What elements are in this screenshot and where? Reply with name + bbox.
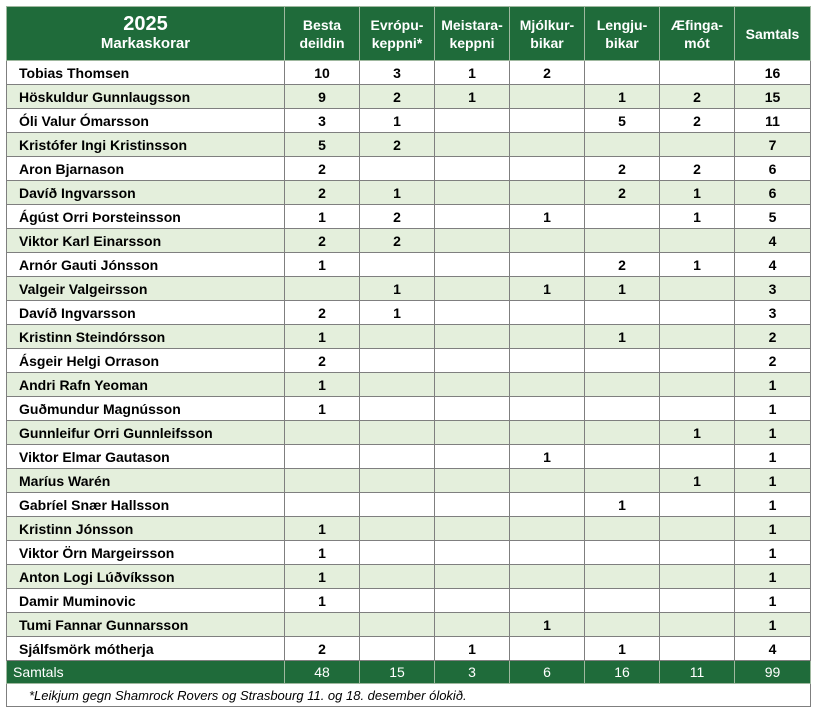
table-row bbox=[7, 517, 811, 541]
goal-cell bbox=[585, 445, 660, 469]
goal-cell bbox=[285, 421, 360, 445]
goal-cell: 2 bbox=[585, 157, 660, 181]
row-total-cell: 1 bbox=[735, 397, 811, 421]
col-label-line: Besta bbox=[302, 16, 342, 33]
goal-cell: 1 bbox=[585, 493, 660, 517]
table-row bbox=[7, 637, 811, 661]
goal-cell bbox=[585, 613, 660, 637]
goal-cell: 2 bbox=[360, 205, 435, 229]
player-name: Arnór Gauti Jónsson bbox=[7, 253, 285, 277]
goal-cell: 1 bbox=[285, 373, 360, 397]
row-total-cell: 1 bbox=[735, 517, 811, 541]
table-row bbox=[7, 61, 811, 85]
goal-cell bbox=[360, 253, 435, 277]
player-name: Maríus Warén bbox=[7, 469, 285, 493]
goal-cell bbox=[435, 157, 510, 181]
goal-cell bbox=[435, 565, 510, 589]
goal-cell bbox=[510, 85, 585, 109]
goal-cell bbox=[660, 61, 735, 85]
table-row bbox=[7, 157, 811, 181]
row-total-cell: 2 bbox=[735, 325, 811, 349]
row-total-cell: 4 bbox=[735, 637, 811, 661]
player-name: Höskuldur Gunnlaugsson bbox=[7, 85, 285, 109]
goal-cell bbox=[660, 493, 735, 517]
totals-label: Samtals bbox=[7, 661, 285, 684]
table-row bbox=[7, 277, 811, 301]
goal-cell bbox=[660, 325, 735, 349]
table-row bbox=[7, 325, 811, 349]
col-label-line: Meistara- bbox=[441, 16, 503, 33]
row-total-cell: 3 bbox=[735, 277, 811, 301]
goal-cell: 1 bbox=[660, 253, 735, 277]
player-name: Gunnleifur Orri Gunnleifsson bbox=[7, 421, 285, 445]
goal-cell bbox=[585, 301, 660, 325]
goal-cell bbox=[435, 589, 510, 613]
player-name: Ágúst Orri Þorsteinsson bbox=[7, 205, 285, 229]
goal-cell: 1 bbox=[585, 325, 660, 349]
table-title bbox=[7, 7, 285, 61]
goal-cell bbox=[510, 229, 585, 253]
goal-cell bbox=[285, 277, 360, 301]
goal-cell bbox=[435, 373, 510, 397]
goal-cell bbox=[510, 637, 585, 661]
goal-cell: 2 bbox=[510, 61, 585, 85]
goal-cell: 2 bbox=[360, 229, 435, 253]
goal-cell bbox=[360, 469, 435, 493]
goal-cell bbox=[435, 469, 510, 493]
goal-cell bbox=[585, 349, 660, 373]
goal-cell: 1 bbox=[660, 205, 735, 229]
goal-cell bbox=[360, 517, 435, 541]
goal-cell: 1 bbox=[435, 637, 510, 661]
row-total-cell: 7 bbox=[735, 133, 811, 157]
goal-cell: 1 bbox=[510, 277, 585, 301]
goal-cell bbox=[435, 133, 510, 157]
goal-cell bbox=[285, 469, 360, 493]
goal-cell bbox=[435, 229, 510, 253]
player-name: Kristófer Ingi Kristinsson bbox=[7, 133, 285, 157]
footnote: *Leikjum gegn Shamrock Rovers og Strasbourg 11. og 18. desember ólokið. bbox=[7, 684, 811, 707]
goal-cell bbox=[360, 325, 435, 349]
total-cell: 3 bbox=[435, 661, 510, 684]
col-label-line: Æfinga- bbox=[670, 16, 724, 33]
row-total-cell: 1 bbox=[735, 613, 811, 637]
goal-cell: 3 bbox=[285, 109, 360, 133]
goal-cell: 1 bbox=[285, 517, 360, 541]
goal-cell bbox=[435, 517, 510, 541]
col-label-line: Evrópu- bbox=[370, 16, 424, 33]
goal-cell bbox=[360, 421, 435, 445]
player-name: Anton Logi Lúðvíksson bbox=[7, 565, 285, 589]
goal-cell: 1 bbox=[660, 469, 735, 493]
goal-cell bbox=[660, 373, 735, 397]
row-total-cell: 16 bbox=[735, 61, 811, 85]
scorers-table bbox=[6, 6, 811, 707]
goal-cell: 3 bbox=[360, 61, 435, 85]
row-total-cell: 1 bbox=[735, 421, 811, 445]
total-cell: 48 bbox=[285, 661, 360, 684]
total-cell: 11 bbox=[660, 661, 735, 684]
goal-cell: 1 bbox=[360, 277, 435, 301]
table-row bbox=[7, 613, 811, 637]
col-meistarakeppni bbox=[435, 7, 510, 61]
player-name: Aron Bjarnason bbox=[7, 157, 285, 181]
goal-cell: 1 bbox=[510, 205, 585, 229]
goal-cell: 1 bbox=[285, 253, 360, 277]
player-name: Kristinn Steindórsson bbox=[7, 325, 285, 349]
table-row bbox=[7, 229, 811, 253]
player-name: Davíð Ingvarsson bbox=[7, 181, 285, 205]
player-name: Valgeir Valgeirsson bbox=[7, 277, 285, 301]
goal-cell: 1 bbox=[285, 541, 360, 565]
table-row bbox=[7, 373, 811, 397]
row-total-cell: 3 bbox=[735, 301, 811, 325]
row-total-cell: 1 bbox=[735, 469, 811, 493]
goal-cell: 2 bbox=[360, 133, 435, 157]
player-name: Óli Valur Ómarsson bbox=[7, 109, 285, 133]
table-row bbox=[7, 301, 811, 325]
goal-cell bbox=[510, 181, 585, 205]
goal-cell bbox=[585, 541, 660, 565]
col-mjolkurbikar bbox=[510, 7, 585, 61]
goal-cell bbox=[510, 469, 585, 493]
goal-cell bbox=[510, 421, 585, 445]
goal-cell bbox=[360, 349, 435, 373]
goal-cell bbox=[360, 373, 435, 397]
goal-cell: 1 bbox=[660, 181, 735, 205]
goal-cell bbox=[510, 157, 585, 181]
row-total-cell: 11 bbox=[735, 109, 811, 133]
player-name: Andri Rafn Yeoman bbox=[7, 373, 285, 397]
col-label-line: Samtals bbox=[745, 25, 800, 42]
title-year: 2025 bbox=[123, 12, 168, 35]
goal-cell: 2 bbox=[285, 637, 360, 661]
table-row bbox=[7, 565, 811, 589]
row-total-cell: 1 bbox=[735, 565, 811, 589]
goal-cell bbox=[360, 637, 435, 661]
goal-cell bbox=[660, 613, 735, 637]
goal-cell bbox=[435, 253, 510, 277]
player-name: Viktor Örn Margeirsson bbox=[7, 541, 285, 565]
goal-cell: 1 bbox=[360, 181, 435, 205]
goal-cell: 2 bbox=[285, 181, 360, 205]
goal-cell bbox=[510, 397, 585, 421]
player-name: Damir Muminovic bbox=[7, 589, 285, 613]
table-row bbox=[7, 133, 811, 157]
table-row bbox=[7, 349, 811, 373]
col-label-line: bikar bbox=[530, 34, 564, 51]
col-lengjubikar bbox=[585, 7, 660, 61]
row-total-cell: 6 bbox=[735, 157, 811, 181]
table-row bbox=[7, 469, 811, 493]
goal-cell: 10 bbox=[285, 61, 360, 85]
goal-cell: 1 bbox=[285, 205, 360, 229]
goal-cell bbox=[435, 613, 510, 637]
goal-cell: 2 bbox=[285, 301, 360, 325]
goal-cell bbox=[585, 469, 660, 493]
row-total-cell: 15 bbox=[735, 85, 811, 109]
total-cell: 99 bbox=[735, 661, 811, 684]
goal-cell bbox=[585, 397, 660, 421]
goal-cell bbox=[360, 157, 435, 181]
goal-cell bbox=[435, 277, 510, 301]
goal-cell bbox=[360, 397, 435, 421]
player-name: Gabríel Snær Hallsson bbox=[7, 493, 285, 517]
col-aefingamot bbox=[660, 7, 735, 61]
player-name: Viktor Karl Einarsson bbox=[7, 229, 285, 253]
row-total-cell: 2 bbox=[735, 349, 811, 373]
col-label-line: Mjólkur- bbox=[519, 16, 575, 33]
goal-cell bbox=[510, 325, 585, 349]
goal-cell bbox=[360, 589, 435, 613]
goal-cell: 1 bbox=[285, 325, 360, 349]
goal-cell bbox=[360, 445, 435, 469]
total-cell: 16 bbox=[585, 661, 660, 684]
goal-cell: 2 bbox=[585, 181, 660, 205]
goal-cell bbox=[660, 301, 735, 325]
goal-cell: 2 bbox=[660, 157, 735, 181]
row-total-cell: 1 bbox=[735, 589, 811, 613]
goal-cell bbox=[435, 349, 510, 373]
goal-cell: 1 bbox=[585, 637, 660, 661]
row-total-cell: 1 bbox=[735, 373, 811, 397]
goal-cell: 5 bbox=[585, 109, 660, 133]
goal-cell bbox=[585, 421, 660, 445]
player-name: Guðmundur Magnússon bbox=[7, 397, 285, 421]
table-row bbox=[7, 85, 811, 109]
table-row bbox=[7, 589, 811, 613]
goal-cell bbox=[435, 181, 510, 205]
goal-cell bbox=[585, 589, 660, 613]
col-label-line: Lengju- bbox=[596, 16, 648, 33]
goal-cell bbox=[660, 229, 735, 253]
player-name: Sjálfsmörk mótherja bbox=[7, 637, 285, 661]
goal-cell bbox=[435, 421, 510, 445]
player-name: Tobias Thomsen bbox=[7, 61, 285, 85]
col-evropukeppni bbox=[360, 7, 435, 61]
goal-cell bbox=[660, 445, 735, 469]
goal-cell bbox=[585, 133, 660, 157]
goal-cell: 1 bbox=[360, 109, 435, 133]
goal-cell: 1 bbox=[285, 565, 360, 589]
goal-cell bbox=[510, 253, 585, 277]
row-total-cell: 1 bbox=[735, 541, 811, 565]
table-row bbox=[7, 205, 811, 229]
table-row bbox=[7, 493, 811, 517]
goal-cell bbox=[585, 205, 660, 229]
goal-cell bbox=[510, 301, 585, 325]
goal-cell bbox=[435, 205, 510, 229]
header-row bbox=[7, 7, 811, 61]
goal-cell bbox=[435, 325, 510, 349]
col-label-line: bikar bbox=[605, 34, 639, 51]
goal-cell bbox=[360, 565, 435, 589]
row-total-cell: 5 bbox=[735, 205, 811, 229]
row-total-cell: 1 bbox=[735, 445, 811, 469]
goal-cell: 1 bbox=[585, 85, 660, 109]
goal-cell: 1 bbox=[585, 277, 660, 301]
goal-cell: 2 bbox=[660, 109, 735, 133]
footnote-row bbox=[7, 684, 811, 707]
title-subtitle: Markaskorar bbox=[100, 34, 191, 52]
table-row bbox=[7, 397, 811, 421]
goal-cell bbox=[510, 349, 585, 373]
col-label-line: deildin bbox=[299, 34, 345, 51]
col-label-line: keppni bbox=[449, 34, 495, 51]
goal-cell: 1 bbox=[510, 445, 585, 469]
goal-cell bbox=[510, 541, 585, 565]
goal-cell bbox=[435, 109, 510, 133]
goal-cell bbox=[360, 613, 435, 637]
goal-cell bbox=[510, 517, 585, 541]
player-name: Ásgeir Helgi Orrason bbox=[7, 349, 285, 373]
row-total-cell: 4 bbox=[735, 229, 811, 253]
goal-cell: 1 bbox=[285, 589, 360, 613]
goal-cell: 1 bbox=[510, 613, 585, 637]
goal-cell bbox=[660, 349, 735, 373]
goal-cell: 1 bbox=[285, 397, 360, 421]
table-row bbox=[7, 421, 811, 445]
totals-row bbox=[7, 661, 811, 684]
table-body bbox=[7, 61, 811, 661]
goal-cell bbox=[660, 517, 735, 541]
goal-cell bbox=[660, 133, 735, 157]
table-row bbox=[7, 541, 811, 565]
player-name: Viktor Elmar Gautason bbox=[7, 445, 285, 469]
goal-cell bbox=[585, 373, 660, 397]
col-label-line: keppni* bbox=[371, 34, 423, 51]
goal-cell: 2 bbox=[285, 349, 360, 373]
goal-cell bbox=[510, 565, 585, 589]
goal-cell: 1 bbox=[360, 301, 435, 325]
goal-cell: 5 bbox=[285, 133, 360, 157]
goal-cell bbox=[585, 517, 660, 541]
goal-cell bbox=[435, 445, 510, 469]
goal-cell bbox=[435, 493, 510, 517]
player-name: Davíð Ingvarsson bbox=[7, 301, 285, 325]
total-cell: 6 bbox=[510, 661, 585, 684]
goal-cell bbox=[660, 541, 735, 565]
goal-cell bbox=[435, 301, 510, 325]
goal-cell bbox=[510, 109, 585, 133]
goal-cell: 2 bbox=[285, 157, 360, 181]
goal-cell bbox=[660, 277, 735, 301]
col-besta-deildin bbox=[285, 7, 360, 61]
player-name: Kristinn Jónsson bbox=[7, 517, 285, 541]
goal-cell: 2 bbox=[285, 229, 360, 253]
goal-cell bbox=[585, 565, 660, 589]
goal-cell: 1 bbox=[435, 61, 510, 85]
goal-cell: 2 bbox=[660, 85, 735, 109]
goal-cell bbox=[510, 589, 585, 613]
goal-cell bbox=[585, 229, 660, 253]
goal-cell bbox=[585, 61, 660, 85]
goal-cell bbox=[660, 397, 735, 421]
goal-cell bbox=[510, 493, 585, 517]
table-row bbox=[7, 253, 811, 277]
goal-cell bbox=[510, 373, 585, 397]
player-name: Tumi Fannar Gunnarsson bbox=[7, 613, 285, 637]
col-samtals bbox=[735, 7, 811, 61]
col-label-line: mót bbox=[684, 34, 710, 51]
total-cell: 15 bbox=[360, 661, 435, 684]
table-row bbox=[7, 445, 811, 469]
goal-cell bbox=[360, 541, 435, 565]
scorers-sheet bbox=[6, 6, 810, 706]
goal-cell: 2 bbox=[585, 253, 660, 277]
row-total-cell: 4 bbox=[735, 253, 811, 277]
goal-cell bbox=[360, 493, 435, 517]
goal-cell: 1 bbox=[660, 421, 735, 445]
goal-cell bbox=[510, 133, 585, 157]
goal-cell: 2 bbox=[360, 85, 435, 109]
goal-cell bbox=[660, 637, 735, 661]
goal-cell bbox=[435, 541, 510, 565]
goal-cell bbox=[285, 493, 360, 517]
goal-cell bbox=[285, 613, 360, 637]
goal-cell: 1 bbox=[435, 85, 510, 109]
goal-cell bbox=[660, 565, 735, 589]
row-total-cell: 6 bbox=[735, 181, 811, 205]
goal-cell: 9 bbox=[285, 85, 360, 109]
goal-cell bbox=[660, 589, 735, 613]
table-row bbox=[7, 181, 811, 205]
table-row bbox=[7, 109, 811, 133]
goal-cell bbox=[435, 397, 510, 421]
goal-cell bbox=[285, 445, 360, 469]
row-total-cell: 1 bbox=[735, 493, 811, 517]
